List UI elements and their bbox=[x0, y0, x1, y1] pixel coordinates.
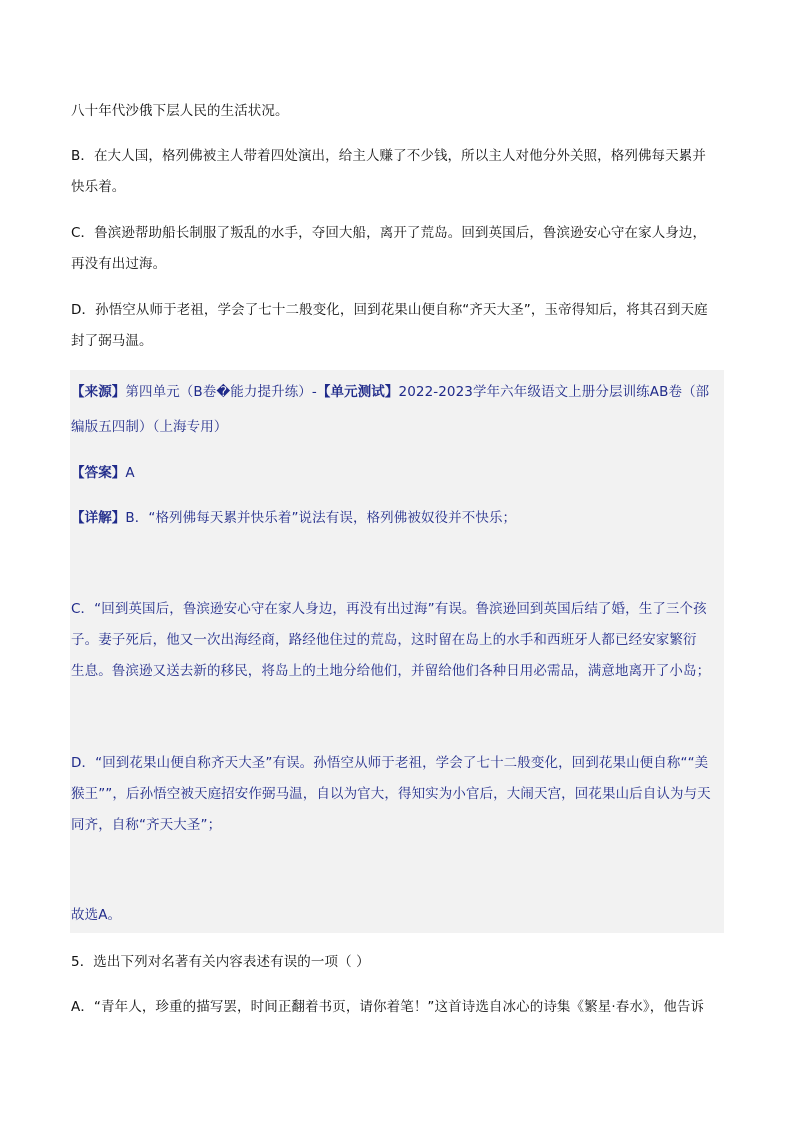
unit-test-tag: 【单元测试】 bbox=[316, 384, 399, 400]
source-title: 2022-2023学年六年级语文上册分层训练AB卷（部 bbox=[398, 384, 710, 400]
detail-c-line-3: 生息。鲁滨逊又送去新的移民，将岛上的土地分给他们，并留给他们各种日用必需品，满意地离开了小岛； bbox=[71, 663, 711, 679]
option-c-line-2: 再没有出过海。 bbox=[71, 256, 167, 272]
answer-tag: 【答案】 bbox=[71, 465, 126, 481]
detail-d-line-2: 猴王””，后孙悟空被天庭招安作弼马温，自以为官大，得知实为小官后，大闹天宫，回花果山后自认为与天 bbox=[71, 786, 711, 802]
option-d-line-2: 封了弼马温。 bbox=[71, 333, 153, 349]
source-line-2: 编版五四制）（上海专用） bbox=[71, 419, 228, 435]
detail-b-line bbox=[71, 503, 724, 534]
detail-c-line-2: 子。妻子死后，他又一次出海经商，路经他住过的荒岛，这时留在岛上的水手和西班牙人都已经安家繁衍 bbox=[71, 632, 697, 648]
option-b-line-2: 快乐着。 bbox=[71, 179, 126, 195]
option-c-line-1: C．鲁滨逊帮助船长制服了叛乱的水手，夺回大船，离开了荒岛。回到英国后，鲁滨逊安心守在家人身边， bbox=[71, 225, 707, 241]
source-text: 第四单元（B卷�能力提升练）- bbox=[125, 384, 317, 400]
option-a-continuation: 八十年代沙俄下层人民的生活状况。 bbox=[71, 103, 289, 119]
detail-b-text: B．“格列佛每天累并快乐着”说法有误，格列佛被奴役并不快乐； bbox=[125, 510, 517, 526]
detail-d-line-3: 同齐，自称“齐天大圣”； bbox=[71, 817, 222, 833]
conclusion-line: 故选A。 bbox=[71, 907, 122, 923]
detail-tag: 【详解】 bbox=[71, 510, 126, 526]
answer-value: A bbox=[125, 465, 135, 481]
detail-d-line-1: D．“回到花果山便自称齐天大圣”有误。孙悟空从师于老祖，学会了七十二般变化，回到花果山便自称““美 bbox=[71, 755, 709, 771]
option-d-line-1: D．孙悟空从师于老祖，学会了七十二般变化，回到花果山便自称“齐天大圣”，玉帝得知后，将其召到天庭 bbox=[71, 302, 708, 318]
source-line-1 bbox=[71, 377, 724, 408]
question-5-stem: 5．选出下列对名著有关内容表述有误的一项（ ） bbox=[71, 954, 370, 970]
option-b-line-1: B．在大人国，格列佛被主人带着四处演出，给主人赚了不少钱，所以主人对他分外关照，格列佛每天累并 bbox=[71, 148, 706, 164]
detail-c-line-1: C．“回到英国后，鲁滨逊安心守在家人身边，再没有出过海”有误。鲁滨逊回到英国后结了婚，生了三个孩 bbox=[71, 601, 707, 617]
source-tag: 【来源】 bbox=[71, 384, 126, 400]
answer-line bbox=[71, 458, 724, 489]
question-5-option-a-line-1: A．“青年人，珍重的描写罢，时间正翻着书页，请你着笔！”这首诗选自冰心的诗集《繁星·春水》，他告诉 bbox=[71, 999, 705, 1015]
